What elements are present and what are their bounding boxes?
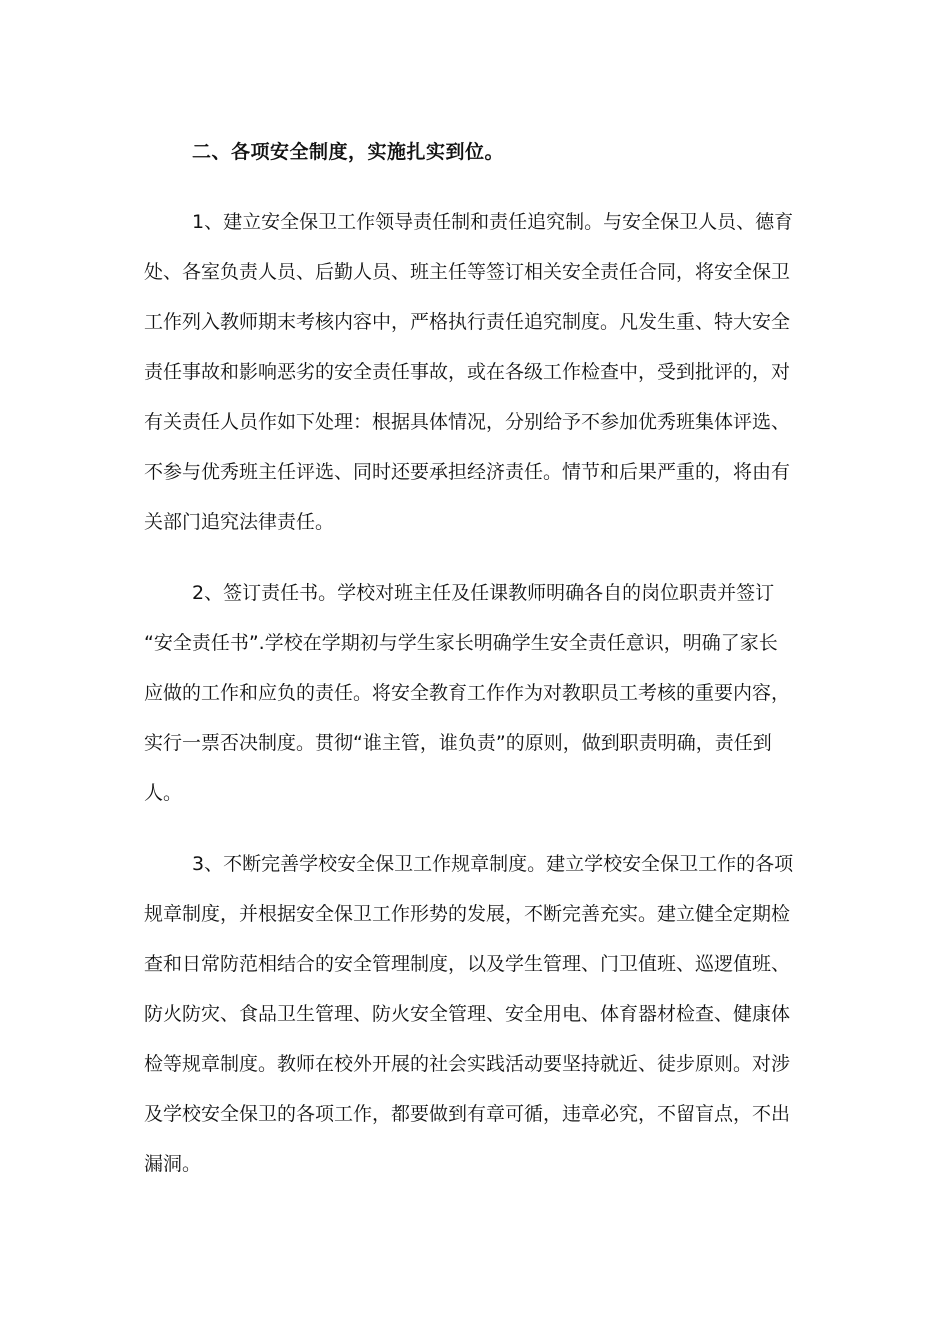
paragraph-line: 漏洞。 [144,1153,202,1175]
paragraph-1 [144,197,812,547]
paragraph-line: “安全责任书”.学校在学期初与学生家长明确学生安全责任意识，明确了家长 [144,632,778,654]
paragraph-line: 责任事故和影响恶劣的安全责任事故，或在各级工作检查中，受到批评的，对 [144,361,791,383]
paragraph-line: 查和日常防范相结合的安全管理制度，以及学生管理、门卫值班、巡逻值班、 [144,953,791,975]
paragraph-line: 不参与优秀班主任评选、同时还要承担经济责任。情节和后果严重的，将由有 [144,461,791,483]
paragraph-line: 检等规章制度。教师在校外开展的社会实践活动要坚持就近、徒步原则。对涉 [144,1053,791,1075]
paragraph-line: 实行一票否决制度。贯彻“谁主管，谁负责”的原则，做到职责明确，责任到 [144,732,772,754]
paragraph-line: 3、不断完善学校安全保卫工作规章制度。建立学校安全保卫工作的各项 [192,853,794,875]
paragraph-line: 应做的工作和应负的责任。将安全教育工作作为对教职员工考核的重要内容， [144,682,791,704]
paragraph-line: 人。 [144,782,183,804]
paragraph-2 [144,568,812,818]
paragraph-line: 关部门追究法律责任。 [144,511,335,533]
paragraph-line: 1、建立安全保卫工作领导责任制和责任追究制。与安全保卫人员、德育 [192,211,794,233]
paragraph-line: 有关责任人员作如下处理：根据具体情况，分别给予不参加优秀班集体评选、 [144,411,791,433]
section-heading: 二、各项安全制度，实施扎实到位。 [192,141,505,163]
paragraph-line: 规章制度，并根据安全保卫工作形势的发展，不断完善充实。建立健全定期检 [144,903,791,925]
paragraph-line: 2、签订责任书。学校对班主任及任课教师明确各自的岗位职责并签订 [192,582,775,604]
paragraph-line: 处、各室负责人员、后勤人员、班主任等签订相关安全责任合同，将安全保卫 [144,261,791,283]
paragraph-3 [144,839,812,1189]
paragraph-line: 工作列入教师期末考核内容中，严格执行责任追究制度。凡发生重、特大安全 [144,311,791,333]
paragraph-line: 及学校安全保卫的各项工作，都要做到有章可循，违章必究，不留盲点，不出 [144,1103,791,1125]
paragraph-line: 防火防灾、食品卫生管理、防火安全管理、安全用电、体育器材检查、健康体 [144,1003,791,1025]
